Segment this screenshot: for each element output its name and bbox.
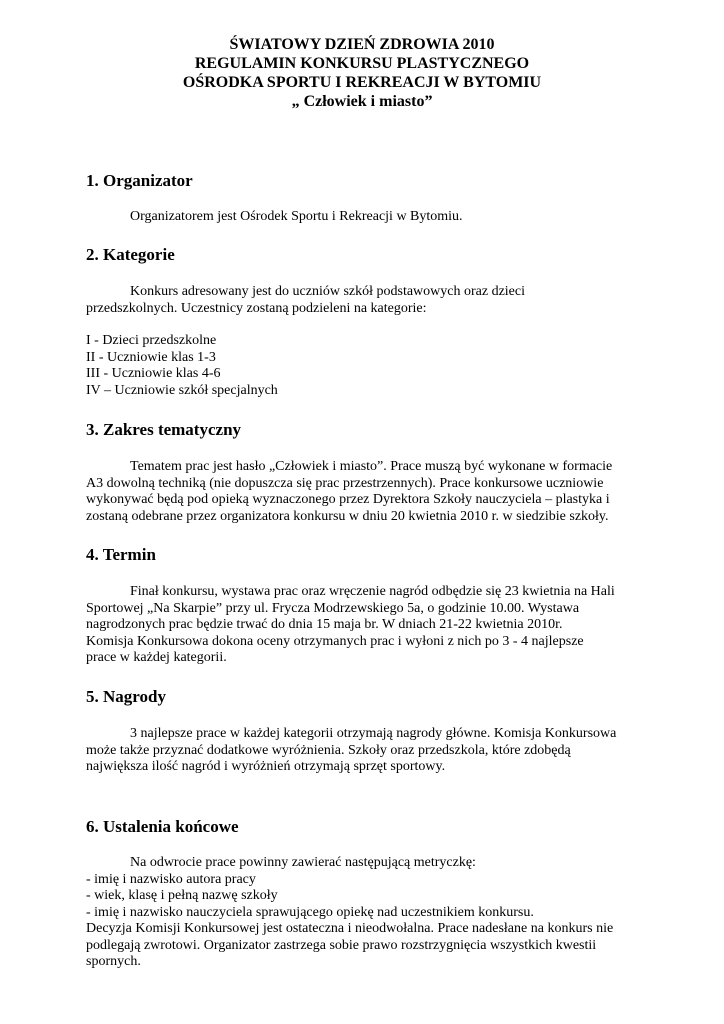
- section-body-ustalenia-koncowe: [86, 855, 646, 971]
- paragraph-line: Decyzja Komisji Konkursowej jest ostateczna i nieodwołalna. Prace nadesłane na konkurs nie: [86, 921, 614, 936]
- paragraph-line: spornych.: [86, 954, 141, 969]
- paragraph-line: Sportowej „Na Skarpie” przy ul. Frycza Modrzewskiego 5a, o godzinie 10.00. Wystawa: [86, 600, 580, 616]
- section-heading-kategorie: 2. Kategorie: [86, 245, 175, 264]
- paragraph-line: zostaną odebrane przez organizatora konkursu w dniu 20 kwietnia 2010 r. w siedzibie szkoły.: [86, 508, 609, 524]
- section-heading-zakres-tematyczny: 3. Zakres tematyczny: [86, 420, 242, 439]
- title-line-3: OŚRODKA SPORTU I REKREACJI W BYTOMIU: [182, 74, 542, 91]
- paragraph-line: wykonywać będą pod opieką wyznaczonego przez Dyrektora Szkoły nauczyciela – plastyka i: [86, 492, 610, 507]
- title-line-1: ŚWIATOWY DZIEŃ ZDROWIA 2010: [229, 36, 495, 53]
- category-item: III - Uczniowie klas 4-6: [86, 366, 221, 381]
- paragraph-line: przedszkolnych. Uczestnicy zostaną podzieleni na kategorie:: [86, 300, 427, 316]
- paragraph-line: może także przyznać dodatkowe wyróżnienia. Szkoły oraz przedszkola, które zdobędą: [86, 742, 571, 758]
- paragraph-line: Tematem prac jest hasło „Człowiek i miasto”. Prace muszą być wykonane w formacie: [130, 459, 613, 474]
- title-line-2: REGULAMIN KONKURSU PLASTYCZNEGO: [194, 55, 530, 72]
- section-body-nagrody: [86, 726, 646, 776]
- paragraph-line: Konkurs adresowany jest do uczniów szkół podstawowych oraz dzieci: [130, 284, 526, 299]
- paragraph-line: Finał konkursu, wystawa prac oraz wręczenie nagród odbędzie się 23 kwietnia na Hali: [130, 584, 615, 599]
- section-body-zakres-tematyczny: [86, 459, 646, 525]
- paragraph-line: podlegają zwrotowi. Organizator zastrzega sobie prawo rozstrzygnięcia wszystkich kwestii: [86, 937, 597, 953]
- paragraph-line: A3 dowolną techniką (nie dopuszcza się prac przestrzennych). Prace konkursowe uczniowie: [86, 475, 604, 491]
- section-heading-termin: 4. Termin: [86, 545, 156, 564]
- paragraph-line: prace w każdej kategorii.: [86, 650, 227, 665]
- bullet-item: - wiek, klasę i pełną nazwę szkoły: [86, 888, 278, 903]
- bullet-item: - imię i nazwisko nauczyciela sprawującego opiekę nad uczestnikiem konkursu.: [86, 904, 534, 920]
- category-item: IV – Uczniowie szkół specjalnych: [86, 382, 278, 398]
- category-item: II - Uczniowie klas 1-3: [86, 349, 216, 365]
- section-heading-ustalenia-koncowe: 6. Ustalenia końcowe: [86, 817, 239, 836]
- section-heading-nagrody: 5. Nagrody: [86, 687, 166, 706]
- bullet-item: - imię i nazwisko autora pracy: [86, 871, 256, 887]
- section-body-organizator: [86, 209, 646, 226]
- paragraph-line: Komisja Konkursowa dokona oceny otrzymanych prac i wyłoni z nich po 3 - 4 najlepsze: [86, 633, 584, 649]
- section-heading-organizator: 1. Organizator: [86, 171, 193, 190]
- section-body-termin: [86, 584, 646, 667]
- paragraph-line: Na odwrocie prace powinny zawierać następującą metryczkę:: [130, 855, 476, 870]
- paragraph-line: nagrodzonych prac będzie trwać do dnia 15 maja br. W dniach 21-22 kwietnia 2010r.: [86, 617, 563, 632]
- paragraph-line: największa ilość nagród i wyróżnień otrzymają sprzęt sportowy.: [86, 759, 446, 774]
- paragraph-line: 3 najlepsze prace w każdej kategorii otrzymają nagrody główne. Komisja Konkursowa: [130, 726, 617, 741]
- paragraph-line: Organizatorem jest Ośrodek Sportu i Rekreacji w Bytomiu.: [130, 209, 463, 224]
- title-line-4: „ Człowiek i miasto”: [291, 93, 433, 110]
- category-list: [86, 333, 646, 399]
- category-item: I - Dzieci przedszkolne: [86, 333, 217, 348]
- section-body-kategorie: [86, 284, 646, 317]
- document-title: [0, 35, 724, 111]
